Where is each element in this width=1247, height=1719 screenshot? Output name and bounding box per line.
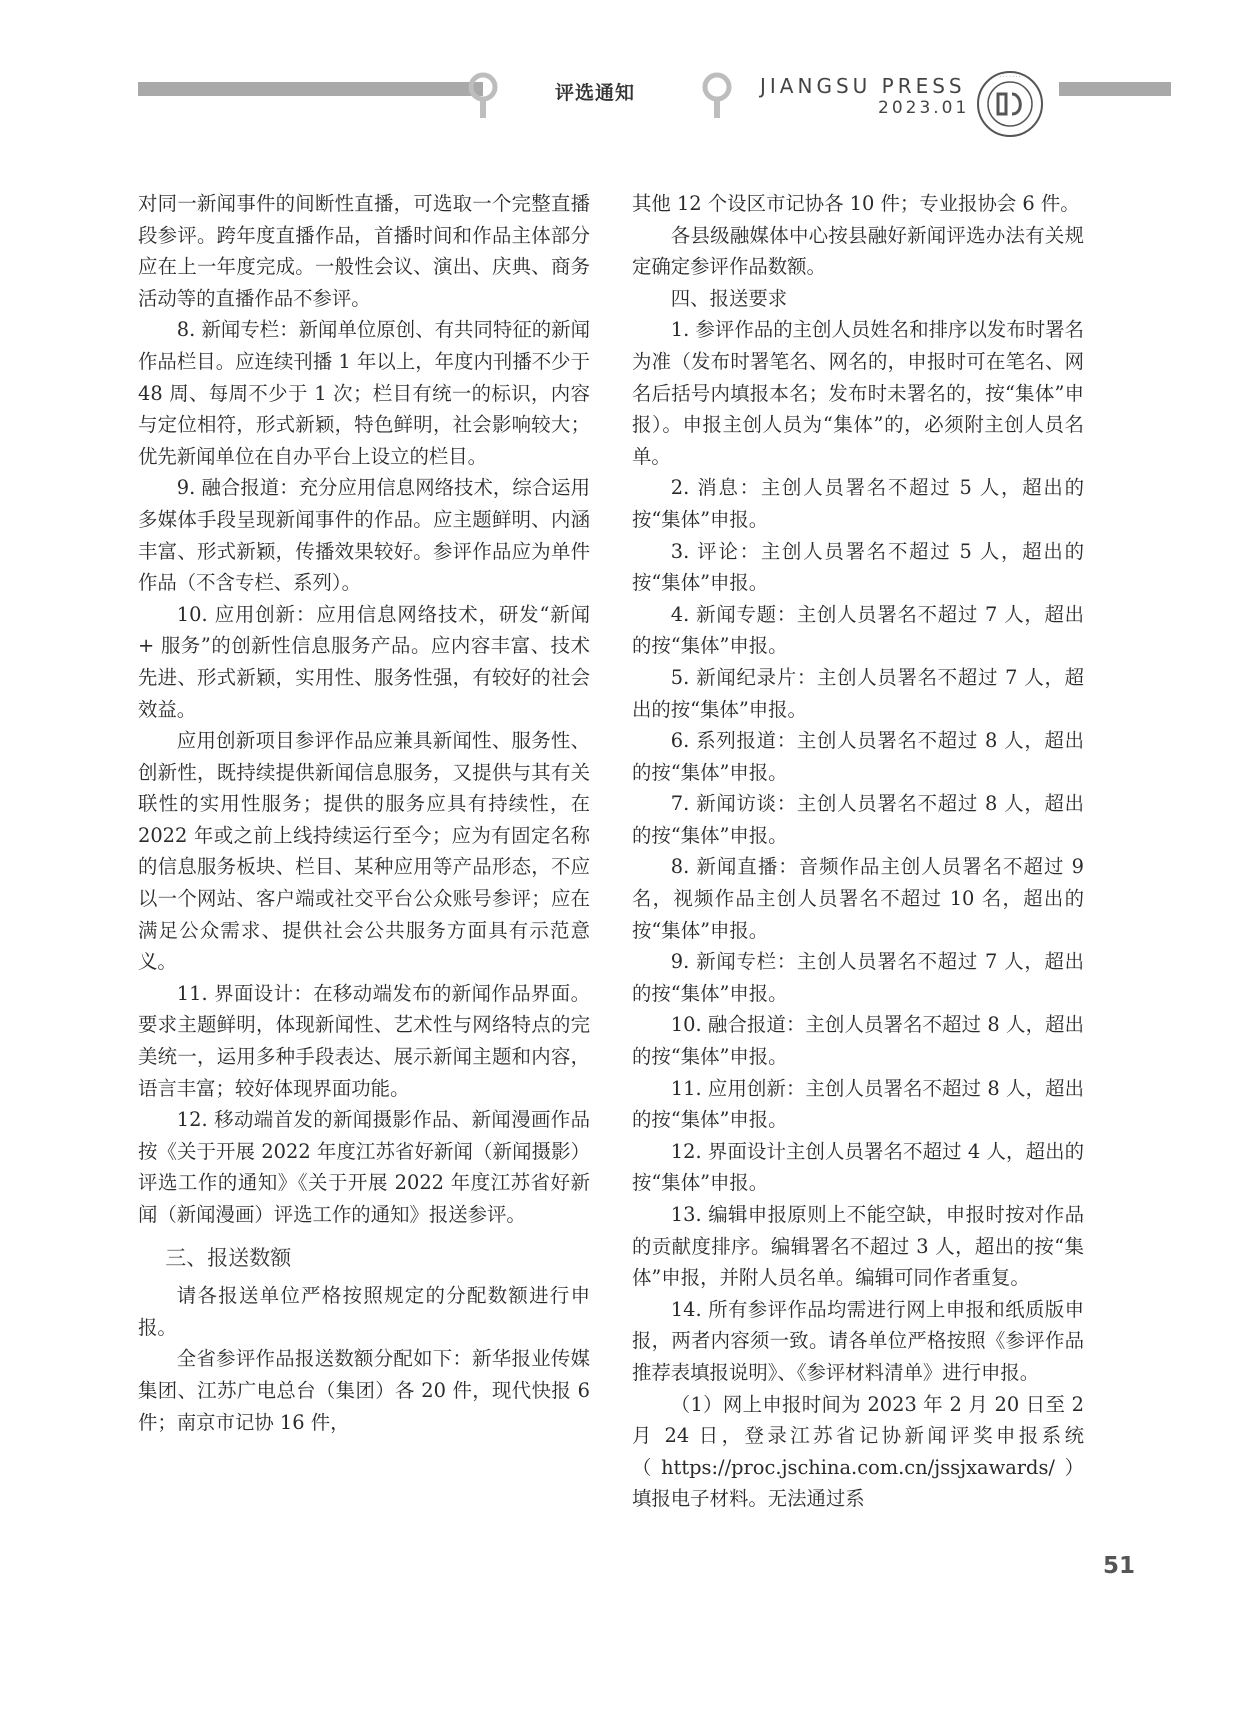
section-title: 评选通知 [555, 82, 636, 104]
paragraph: 4. 新闻专题：主创人员署名不超过 7 人，超出的按“集体”申报。 [632, 602, 1084, 658]
header-rule-left [138, 82, 483, 96]
section-heading: 三、报送数额 [165, 1245, 292, 1270]
paragraph: 7. 新闻访谈：主创人员署名不超过 8 人，超出的按“集体”申报。 [632, 792, 1084, 847]
header-rule-right [1059, 82, 1171, 96]
paragraph: 6. 系列报道：主创人员署名不超过 8 人，超出的按“集体”申报。 [632, 729, 1084, 784]
paragraph: 14. 所有参评作品均需进行网上申报和纸质版申报，两者内容须一致。请各单位严格按照《参评作品推荐表填报说明》、《参评材料清单》进行申报。 [632, 1297, 1084, 1384]
paragraph: （1）网上申报时间为 2023 年 2 月 20 日至 2 月 24 日，登录江苏省记协新闻评奖申报系统（https://proc.jschina.com.cn/jssjxawards/）填报电子材料。无法通过系 [632, 1392, 1084, 1511]
page-number: 51 [1103, 1553, 1136, 1579]
subsection-heading: 四、报送要求 [670, 286, 788, 310]
paragraph: 2. 消息：主创人员署名不超过 5 人，超出的按“集体”申报。 [632, 476, 1084, 531]
paragraph: 3. 评论：主创人员署名不超过 5 人，超出的按“集体”申报。 [632, 539, 1084, 595]
magazine-name: JIANGSU PRESS [760, 74, 966, 98]
right-column [632, 188, 1084, 1515]
paragraph: 12. 移动端首发的新闻摄影作品、新闻漫画作品按《关于开展 2022 年度江苏省好新闻（新闻摄影）评选工作的通知》《关于开展 2022 年度江苏省好新闻（新闻漫画）评选工作的通知》报送参评。 [138, 1108, 590, 1226]
paragraph: 10. 应用创新：应用信息网络技术，研发“新闻 + 服务”的创新性信息服务产品。应内容丰富、技术先进、形式新颖，实用性、服务性强，有较好的社会效益。 [138, 602, 590, 721]
paragraph: 8. 新闻直播：音频作品主创人员署名不超过 9 名，视频作品主创人员署名不超过 10 名，超出的按“集体”申报。 [632, 855, 1084, 942]
paragraph: 11. 应用创新：主创人员署名不超过 8 人，超出的按“集体”申报。 [632, 1076, 1084, 1132]
paragraph: 全省参评作品报送数额分配如下：新华报业传媒集团、江苏广电总台（集团）各 20 件，现代快报 6 件；南京市记协 16 件， [138, 1347, 590, 1434]
svg-text:· · · · · · ·: · · · · · · · [999, 74, 1021, 80]
paragraph: 5. 新闻纪录片：主创人员署名不超过 7 人，超出的按“集体”申报。 [632, 665, 1084, 721]
paragraph: 8. 新闻专栏：新闻单位原创、有共同特征的新闻作品栏目。应连续刊播 1 年以上，年度内刊播不少于 48 周、每周不少于 1 次；栏目有统一的标识，内容与定位相符，形式新颖，特色鲜明，社会影响较大；优先新闻单位在自办平台上设立的栏目。 [138, 318, 590, 468]
left-column [138, 188, 590, 1438]
paragraph: 13. 编辑申报原则上不能空缺，申报时按对作品的贡献度排序。编辑署名不超过 3 人，超出的按“集体”申报，并附人员名单。编辑可同作者重复。 [632, 1203, 1084, 1290]
location-pin-icon [466, 72, 500, 120]
paragraph: 9. 新闻专栏：主创人员署名不超过 7 人，超出的按“集体”申报。 [632, 950, 1084, 1005]
issue-date: 2023.01 [878, 98, 970, 118]
paragraph: 9. 融合报道：充分应用信息网络技术，综合运用多媒体手段呈现新闻事件的作品。应主题鲜明、内涵丰富、形式新颖，传播效果较好。参评作品应为单件作品（不含专栏、系列）。 [138, 476, 590, 595]
paragraph: 1. 参评作品的主创人员姓名和排序以发布时署名为准（发布时署笔名、网名的，申报时可在笔名、网名后括号内填报本名；发布时未署名的，按“集体”申报）。申报主创人员为“集体”的，必须附主创人员名单。 [632, 318, 1084, 468]
paragraph: 10. 融合报道：主创人员署名不超过 8 人，超出的按“集体”申报。 [632, 1013, 1084, 1069]
location-pin-icon [700, 72, 734, 120]
paragraph: 11. 界面设计：在移动端发布的新闻作品界面。要求主题鲜明，体现新闻性、艺术性与网络特点的完美统一，运用多种手段表达、展示新闻主题和内容，语言丰富；较好体现界面功能。 [138, 981, 590, 1100]
paragraph: 请各报送单位严格按照规定的分配数额进行申报。 [138, 1284, 590, 1339]
paragraph: 各县级融媒体中心按县融好新闻评选办法有关规定确定参评作品数额。 [632, 223, 1084, 279]
paragraph: 对同一新闻事件的间断性直播，可选取一个完整直播段参评。跨年度直播作品，首播时间和作品主体部分应在上一年度完成。一般性会议、演出、庆典、商务活动等的直播作品不参评。 [138, 192, 590, 310]
paragraph: 12. 界面设计主创人员署名不超过 4 人，超出的按“集体”申报。 [632, 1139, 1084, 1195]
paragraph: 应用创新项目参评作品应兼具新闻性、服务性、创新性，既持续提供新闻信息服务，又提供与其有关联性的实用性服务；提供的服务应具有持续性，在 2022 年或之前上线持续运行至今；应为有固定名称的信息服务板块、栏目、某种应用等产品形态，不应以一个网站、客户端或社交平台公众账号参评；应在满足公众需求、提供社会公共服务方面具有示范意义。 [138, 729, 590, 974]
magazine-seal-logo [976, 70, 1044, 138]
paragraph: 其他 12 个设区市记协各 10 件；专业报协会 6 件。 [632, 192, 1080, 215]
